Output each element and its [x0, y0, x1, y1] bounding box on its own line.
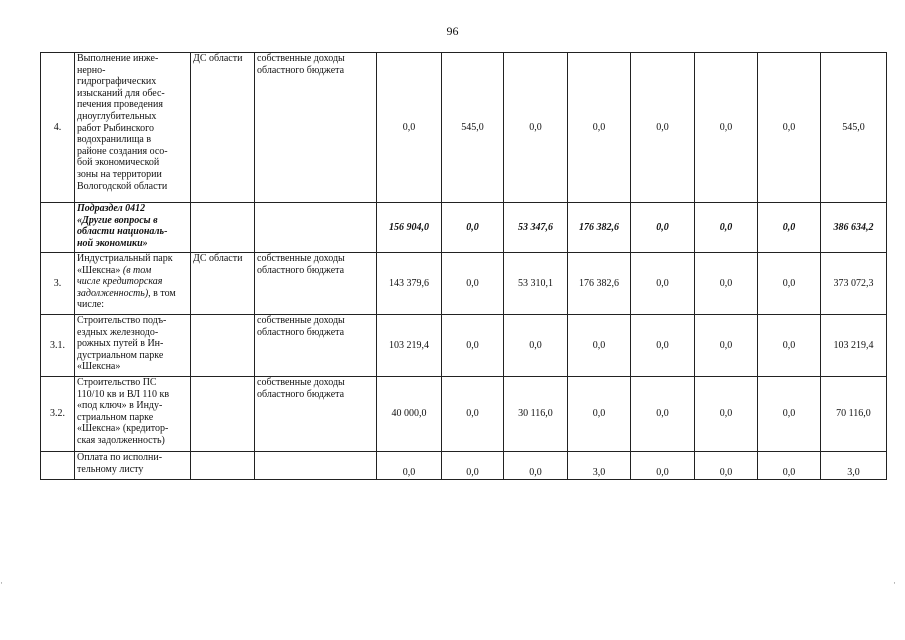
item-name-line: ская задолженность)	[77, 434, 165, 446]
amount-cell: 0,0	[631, 452, 695, 480]
amount-cell: 0,0	[695, 53, 758, 203]
scan-mark: ·	[0, 578, 3, 588]
page-number: 96	[446, 24, 459, 38]
amount-cell: 0,0	[631, 203, 695, 253]
item-name-line: стриальном парке	[77, 411, 154, 423]
funding-source-cell	[255, 253, 377, 315]
amount-cell: 3,0	[568, 452, 631, 480]
item-name-line: ездных железнодо-	[77, 326, 159, 338]
amount-cell: 143 379,6	[377, 253, 442, 315]
amount-cell: 545,0	[821, 53, 887, 203]
funding-source-line: областного бюджета	[257, 326, 345, 338]
amount-cell: 3,0	[821, 452, 887, 480]
funding-source-line: собственные доходы	[257, 315, 345, 326]
row-number-cell: 3.2.	[41, 377, 75, 452]
item-name-line: гидрографических	[77, 76, 157, 88]
item-name-cell	[75, 315, 191, 377]
amount-cell: 0,0	[758, 253, 821, 315]
amount-cell: 0,0	[631, 377, 695, 452]
funding-source-line: собственные доходы	[257, 53, 345, 64]
item-name-line: ной экономики»	[77, 237, 148, 249]
amount-cell: 0,0	[758, 203, 821, 253]
amount-cell: 0,0	[758, 377, 821, 452]
amount-cell: 176 382,6	[568, 253, 631, 315]
item-name-line: Подраздел 0412	[77, 203, 146, 214]
amount-cell: 0,0	[695, 315, 758, 377]
amount-cell: 176 382,6	[568, 203, 631, 253]
row-number-cell: 4.	[41, 53, 75, 203]
item-name-line: области националь-	[77, 226, 168, 238]
item-name-cell	[75, 253, 191, 315]
item-name-line: дустриальном парке	[77, 349, 164, 361]
amount-cell: 0,0	[695, 377, 758, 452]
funding-source-line: областного бюджета	[257, 388, 345, 400]
amount-cell: 0,0	[758, 315, 821, 377]
table-row	[41, 53, 887, 203]
funding-source-cell	[255, 53, 377, 203]
item-name-line: рожных путей в Ин-	[77, 338, 164, 350]
item-name-line: Индустриальный парк	[77, 253, 173, 264]
table-row	[41, 315, 887, 377]
amount-cell: 373 072,3	[821, 253, 887, 315]
amount-cell: 0,0	[695, 452, 758, 480]
funding-source-cell	[255, 315, 377, 377]
table-row	[41, 452, 887, 480]
item-name-line: зоны на территории	[77, 168, 162, 180]
amount-cell: 0,0	[377, 452, 442, 480]
row-number-cell	[41, 452, 75, 480]
funding-source-cell	[255, 377, 377, 452]
executor-cell	[191, 315, 255, 377]
item-name-line: Оплата по исполни-	[77, 452, 163, 463]
item-name-line: тельному листу	[77, 463, 144, 475]
amount-cell: 0,0	[631, 253, 695, 315]
amount-cell: 40 000,0	[377, 377, 442, 452]
scan-mark: ·	[893, 578, 896, 588]
funding-source-line: областного бюджета	[257, 64, 345, 76]
row-number-cell: 3.	[41, 253, 75, 315]
funding-source-cell	[255, 452, 377, 480]
item-name-line: нерно-	[77, 64, 106, 76]
item-name-cell	[75, 203, 191, 253]
item-name-line: «Шексна»	[77, 264, 121, 276]
amount-cell: 30 116,0	[504, 377, 568, 452]
item-name-line: «Другие вопросы в	[77, 214, 158, 226]
amount-cell: 386 634,2	[821, 203, 887, 253]
item-name-note: числе кредиторская	[77, 276, 163, 288]
amount-cell: 53 347,6	[504, 203, 568, 253]
item-name-tail: в том числе:	[77, 287, 176, 311]
item-name-line: бой экономической	[77, 157, 160, 169]
amount-cell: 156 904,0	[377, 203, 442, 253]
amount-cell: 0,0	[504, 53, 568, 203]
amount-cell: 0,0	[631, 53, 695, 203]
item-name-note: (в том	[122, 264, 152, 276]
executor-cell: ДС области	[191, 253, 255, 315]
amount-cell: 0,0	[442, 203, 504, 253]
item-name-line: дноуглубительных	[77, 110, 157, 122]
amount-cell: 0,0	[695, 253, 758, 315]
amount-cell: 0,0	[568, 315, 631, 377]
row-number-cell: 3.1.	[41, 315, 75, 377]
item-name-cell	[75, 53, 191, 203]
item-name-line: 110/10 кв и ВЛ 110 кв	[77, 388, 170, 400]
table-row	[41, 377, 887, 452]
item-name-cell	[75, 377, 191, 452]
table-row	[41, 253, 887, 315]
funding-source-cell	[255, 203, 377, 253]
item-name-line: Строительство ПС	[77, 377, 157, 388]
budget-table	[40, 52, 887, 480]
amount-cell: 103 219,4	[377, 315, 442, 377]
amount-cell: 0,0	[442, 452, 504, 480]
amount-cell: 0,0	[568, 377, 631, 452]
item-name-line: районе создания осо-	[77, 145, 168, 157]
amount-cell: 545,0	[442, 53, 504, 203]
amount-cell: 0,0	[758, 53, 821, 203]
executor-cell: ДС области	[191, 53, 255, 203]
item-name-line: печения проведения	[77, 99, 163, 111]
item-name-line: Строительство подъ-	[77, 315, 167, 326]
executor-cell	[191, 377, 255, 452]
item-name-cell	[75, 452, 191, 480]
row-number-cell	[41, 203, 75, 253]
funding-source-line: собственные доходы	[257, 253, 345, 264]
item-name-line: работ Рыбинского	[77, 122, 154, 134]
amount-cell: 0,0	[504, 452, 568, 480]
amount-cell: 0,0	[442, 315, 504, 377]
item-name-line: «Шексна»	[77, 361, 121, 373]
table-row	[41, 203, 887, 253]
amount-cell: 0,0	[442, 377, 504, 452]
amount-cell: 0,0	[442, 253, 504, 315]
amount-cell: 0,0	[758, 452, 821, 480]
executor-cell	[191, 452, 255, 480]
executor-cell	[191, 203, 255, 253]
item-name-line: водохранилища в	[77, 134, 152, 146]
amount-cell: 0,0	[695, 203, 758, 253]
amount-cell: 0,0	[504, 315, 568, 377]
amount-cell: 0,0	[631, 315, 695, 377]
item-name-line: Вологодской области	[77, 180, 168, 192]
amount-cell: 103 219,4	[821, 315, 887, 377]
item-name-note: задолженность),	[77, 287, 151, 299]
funding-source-line: областного бюджета	[257, 264, 345, 276]
item-name-line: «Шексна» (кредитор-	[77, 423, 169, 435]
item-name-line: «под ключ» в Инду-	[77, 400, 163, 412]
funding-source-line: собственные доходы	[257, 377, 345, 388]
amount-cell: 0,0	[568, 53, 631, 203]
amount-cell: 70 116,0	[821, 377, 887, 452]
amount-cell: 53 310,1	[504, 253, 568, 315]
item-name-line: изысканий для обес-	[77, 87, 165, 99]
item-name-line: Выполнение инже-	[77, 53, 159, 64]
amount-cell: 0,0	[377, 53, 442, 203]
